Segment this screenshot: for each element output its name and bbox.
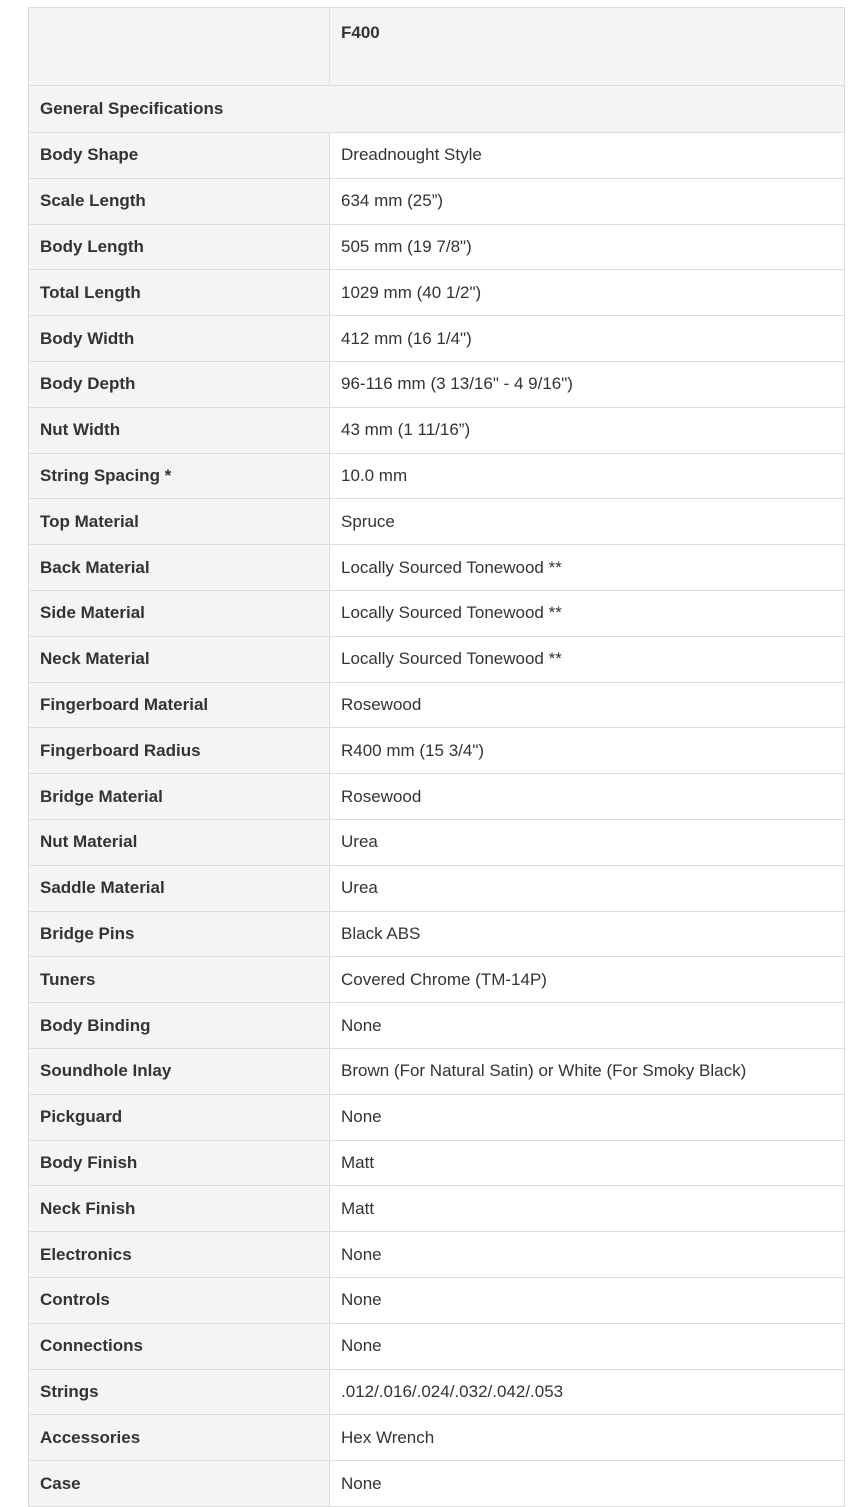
- spec-row: [29, 316, 845, 362]
- spec-label: Body Shape: [29, 133, 330, 179]
- spec-value: Urea: [330, 865, 845, 911]
- spec-label: Body Binding: [29, 1003, 330, 1049]
- spec-row: [29, 1048, 845, 1094]
- spec-label: Neck Finish: [29, 1186, 330, 1232]
- spec-value: Rosewood: [330, 682, 845, 728]
- spec-value: Black ABS: [330, 911, 845, 957]
- header-label-cell: [29, 8, 330, 86]
- spec-value: None: [330, 1323, 845, 1369]
- spec-label: Body Depth: [29, 361, 330, 407]
- spec-value: None: [330, 1232, 845, 1278]
- model-name: F400: [330, 8, 845, 86]
- spec-row: [29, 636, 845, 682]
- spec-label: Connections: [29, 1323, 330, 1369]
- spec-label: Controls: [29, 1277, 330, 1323]
- spec-row: [29, 774, 845, 820]
- spec-value: 505 mm (19 7/8"): [330, 224, 845, 270]
- spec-label: Scale Length: [29, 178, 330, 224]
- spec-value: Urea: [330, 819, 845, 865]
- spec-value: 10.0 mm: [330, 453, 845, 499]
- spec-value: 1029 mm (40 1/2"): [330, 270, 845, 316]
- spec-label: Fingerboard Radius: [29, 728, 330, 774]
- spec-row: [29, 361, 845, 407]
- spec-label: Top Material: [29, 499, 330, 545]
- spec-row: [29, 1277, 845, 1323]
- spec-label: Side Material: [29, 590, 330, 636]
- spec-row: [29, 1094, 845, 1140]
- section-title: General Specifications: [29, 86, 845, 133]
- spec-value: Rosewood: [330, 774, 845, 820]
- spec-label: Nut Width: [29, 407, 330, 453]
- spec-row: [29, 1140, 845, 1186]
- spec-label: Electronics: [29, 1232, 330, 1278]
- spec-row: [29, 270, 845, 316]
- spec-label: Case: [29, 1461, 330, 1507]
- spec-row: [29, 1186, 845, 1232]
- spec-row: [29, 133, 845, 179]
- spec-label: Accessories: [29, 1415, 330, 1461]
- spec-row: [29, 1415, 845, 1461]
- spec-label: Saddle Material: [29, 865, 330, 911]
- spec-row: [29, 1232, 845, 1278]
- spec-label: Nut Material: [29, 819, 330, 865]
- spec-label: String Spacing *: [29, 453, 330, 499]
- spec-value: None: [330, 1461, 845, 1507]
- spec-row: [29, 453, 845, 499]
- spec-label: Bridge Pins: [29, 911, 330, 957]
- spec-label: Total Length: [29, 270, 330, 316]
- section-row: [29, 86, 845, 133]
- spec-value: Hex Wrench: [330, 1415, 845, 1461]
- spec-value: 412 mm (16 1/4"): [330, 316, 845, 362]
- spec-value: Dreadnought Style: [330, 133, 845, 179]
- spec-label: Soundhole Inlay: [29, 1048, 330, 1094]
- spec-value: Locally Sourced Tonewood **: [330, 590, 845, 636]
- spec-label: Fingerboard Material: [29, 682, 330, 728]
- spec-table: [28, 7, 845, 1507]
- spec-value: Brown (For Natural Satin) or White (For Smoky Black): [330, 1048, 845, 1094]
- spec-value: Covered Chrome (TM-14P): [330, 957, 845, 1003]
- spec-row: [29, 407, 845, 453]
- spec-value: .012/.016/.024/.032/.042/.053: [330, 1369, 845, 1415]
- spec-row: [29, 1323, 845, 1369]
- spec-label: Body Length: [29, 224, 330, 270]
- spec-value: None: [330, 1277, 845, 1323]
- spec-value: 43 mm (1 11/16”): [330, 407, 845, 453]
- spec-row: [29, 178, 845, 224]
- spec-row: [29, 819, 845, 865]
- spec-label: Bridge Material: [29, 774, 330, 820]
- spec-value: None: [330, 1003, 845, 1049]
- spec-label: Neck Material: [29, 636, 330, 682]
- spec-value: Matt: [330, 1186, 845, 1232]
- spec-row: [29, 728, 845, 774]
- spec-value: None: [330, 1094, 845, 1140]
- spec-label: Pickguard: [29, 1094, 330, 1140]
- spec-label: Body Finish: [29, 1140, 330, 1186]
- spec-label: Body Width: [29, 316, 330, 362]
- spec-value: Locally Sourced Tonewood **: [330, 636, 845, 682]
- spec-row: [29, 590, 845, 636]
- spec-row: [29, 911, 845, 957]
- spec-row: [29, 682, 845, 728]
- table-header-row: [29, 8, 845, 86]
- spec-row: [29, 1003, 845, 1049]
- spec-value: Locally Sourced Tonewood **: [330, 545, 845, 591]
- spec-row: [29, 957, 845, 1003]
- spec-value: Spruce: [330, 499, 845, 545]
- spec-table-body: [29, 8, 845, 1507]
- spec-label: Tuners: [29, 957, 330, 1003]
- spec-row: [29, 1369, 845, 1415]
- spec-value: Matt: [330, 1140, 845, 1186]
- spec-value: R400 mm (15 3/4"): [330, 728, 845, 774]
- spec-label: Strings: [29, 1369, 330, 1415]
- spec-value: 634 mm (25”): [330, 178, 845, 224]
- spec-row: [29, 545, 845, 591]
- spec-row: [29, 499, 845, 545]
- spec-label: Back Material: [29, 545, 330, 591]
- spec-value: 96-116 mm (3 13/16" - 4 9/16"): [330, 361, 845, 407]
- spec-row: [29, 865, 845, 911]
- spec-row: [29, 224, 845, 270]
